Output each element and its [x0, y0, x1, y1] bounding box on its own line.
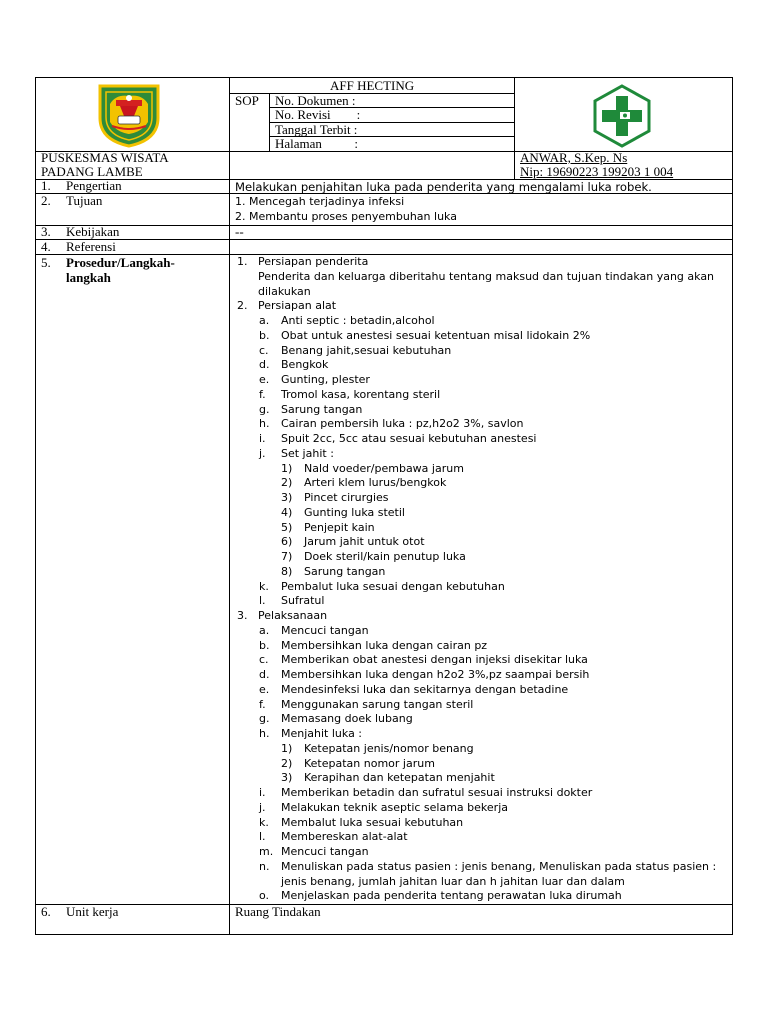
procedure-item-marker: h. [259, 727, 270, 740]
row-value-tujuan-2: 2. Membantu proses penyembuhan luka [235, 210, 457, 223]
procedure-item-text: Menggunakan sarung tangan steril [281, 698, 474, 711]
column-divider-right [514, 77, 515, 179]
procedure-item-text: Penderita dan keluarga diberitahu tentang maksud dan tujuan tindakan yang akan [258, 270, 715, 283]
procedure-item-text: Ketepatan jenis/nomor benang [304, 742, 474, 755]
procedure-item-text: Doek steril/kain penutup luka [304, 550, 466, 563]
officer-name: ANWAR, S.Kep. Ns [520, 150, 628, 165]
procedure-item-text: Mendesinfeksi luka dan sekitarnya dengan betadine [281, 683, 569, 696]
procedure-item-marker: f. [259, 388, 266, 401]
field-no-dokumen: No. Dokumen : [275, 93, 356, 108]
procedure-item-text: Anti septic : betadin,alcohol [281, 314, 435, 327]
procedure-item-marker: 4) [281, 506, 293, 519]
procedure-item-marker: d. [259, 668, 270, 681]
procedure-item-marker: 5) [281, 521, 293, 534]
procedure-item-text: Mencuci tangan [281, 845, 369, 858]
procedure-item-text: Bengkok [281, 358, 329, 371]
document-title: AFF HECTING [330, 78, 415, 93]
row-label-kebijakan: Kebijakan [66, 224, 120, 239]
row-label-referensi: Referensi [66, 239, 116, 254]
row-label-unit-kerja: Unit kerja [66, 904, 119, 919]
procedure-item-marker: e. [259, 373, 270, 386]
regional-emblem-icon [96, 82, 162, 148]
procedure-item-marker: j. [259, 801, 266, 814]
procedure-item-text: Obat untuk anestesi sesuai ketentuan misal lidokain 2% [281, 329, 591, 342]
procedure-item-text: Pelaksanaan [258, 609, 328, 622]
procedure-item-text: Jarum jahit untuk otot [304, 535, 425, 548]
procedure-item-marker: a. [259, 314, 270, 327]
row-value-unit-kerja: Ruang Tindakan [235, 904, 321, 919]
procedure-item-marker: e. [259, 683, 270, 696]
row-value-kebijakan: -- [235, 224, 244, 239]
procedure-item-text: Nald voeder/pembawa jarum [304, 462, 464, 475]
health-cross-logo-icon [592, 84, 652, 148]
row-value-tujuan-1: 1. Mencegah terjadinya infeksi [235, 195, 405, 208]
procedure-item-marker: n. [259, 860, 270, 873]
org-name-line1: PUSKESMAS WISATA [41, 150, 169, 165]
procedure-item-text: Pembalut luka sesuai dengan kebutuhan [281, 580, 505, 593]
procedure-item-marker: l. [259, 830, 266, 843]
row-number: 6. [41, 904, 51, 919]
procedure-item-text: Sarung tangan [304, 565, 386, 578]
procedure-item-text: Menjahit luka : [281, 727, 363, 740]
procedure-item-text: Benang jahit,sesuai kebutuhan [281, 344, 452, 357]
procedure-item-text: Membersihkan luka dengan cairan pz [281, 639, 488, 652]
row-number: 4. [41, 239, 51, 254]
row-line [35, 225, 733, 226]
procedure-item-marker: 8) [281, 565, 293, 578]
procedure-item-marker: 2) [281, 757, 293, 770]
row-label-prosedur-line2: langkah [66, 270, 111, 285]
procedure-item-marker: i. [259, 432, 266, 445]
procedure-item-text: Mencuci tangan [281, 624, 369, 637]
procedure-item-text: Arteri klem lurus/bengkok [304, 476, 447, 489]
row-number: 5. [41, 255, 51, 270]
column-divider-left [229, 77, 230, 935]
procedure-item-marker: 2. [237, 299, 248, 312]
procedure-item-marker: b. [259, 639, 270, 652]
org-name-line2: PADANG LAMBE [41, 164, 143, 179]
procedure-item-marker: g. [259, 403, 270, 416]
procedure-item-text: dilakukan [258, 285, 311, 298]
procedure-item-text: Gunting, plester [281, 373, 370, 386]
procedure-item-text: Set jahit : [281, 447, 334, 460]
procedure-item-text: Cairan pembersih luka : pz,h2o2 3%, savlon [281, 417, 524, 430]
procedure-item-marker: k. [259, 580, 269, 593]
procedure-item-text: Memberikan obat anestesi dengan injeksi disekitar luka [281, 653, 588, 666]
procedure-item-marker: h. [259, 417, 270, 430]
procedure-item-text: Persiapan penderita [258, 255, 369, 268]
procedure-item-marker: f. [259, 698, 266, 711]
field-halaman: Halaman : [275, 136, 359, 151]
row-label-tujuan: Tujuan [66, 193, 103, 208]
procedure-item-marker: l. [259, 594, 266, 607]
procedure-item-text: Tromol kasa, korentang steril [281, 388, 441, 401]
procedure-item-marker: g. [259, 712, 270, 725]
procedure-item-text: jenis benang, jumlah jahitan luar dan h jahitan luar dan dalam [281, 875, 625, 888]
procedure-item-marker: 3) [281, 491, 293, 504]
row-label-pengertian: Pengertian [66, 178, 122, 193]
row-number: 2. [41, 193, 51, 208]
procedure-item-marker: 3. [237, 609, 248, 622]
procedure-item-text: Membalut luka sesuai kebutuhan [281, 816, 464, 829]
row-number: 1. [41, 178, 51, 193]
header-line [229, 93, 514, 94]
procedure-item-text: Pincet cirurgies [304, 491, 389, 504]
procedure-item-marker: 1) [281, 742, 293, 755]
row-line [35, 239, 733, 240]
row-line [35, 904, 733, 905]
procedure-item-marker: b. [259, 329, 270, 342]
procedure-item-marker: a. [259, 624, 270, 637]
procedure-item-marker: 1) [281, 462, 293, 475]
procedure-item-text: Menjelaskan pada penderita tentang perawatan luka dirumah [281, 889, 622, 902]
procedure-item-text: Melakukan teknik aseptic selama bekerja [281, 801, 508, 814]
procedure-item-text: Kerapihan dan ketepatan menjahit [304, 771, 495, 784]
officer-nip: Nip: 19690223 199203 1 004 [520, 164, 674, 179]
procedure-item-marker: c. [259, 653, 269, 666]
field-tanggal-terbit: Tanggal Terbit : [275, 122, 358, 137]
field-no-revisi: No. Revisi : [275, 107, 361, 122]
procedure-item-text: Gunting luka stetil [304, 506, 405, 519]
procedure-item-marker: c. [259, 344, 269, 357]
procedure-item-marker: j. [259, 447, 266, 460]
procedure-item-text: Persiapan alat [258, 299, 337, 312]
procedure-item-marker: i. [259, 786, 266, 799]
procedure-item-marker: o. [259, 889, 270, 902]
procedure-item-marker: d. [259, 358, 270, 371]
procedure-item-marker: k. [259, 816, 269, 829]
procedure-item-text: Ketepatan nomor jarum [304, 757, 435, 770]
procedure-item-marker: 3) [281, 771, 293, 784]
procedure-item-text: Membereskan alat-alat [281, 830, 408, 843]
procedure-item-marker: 6) [281, 535, 293, 548]
row-label-prosedur-line1: Prosedur/Langkah- [66, 255, 175, 270]
procedure-item-text: Menuliskan pada status pasien : jenis benang, Menuliskan pada status pasien : [281, 860, 717, 873]
procedure-item-marker: 7) [281, 550, 293, 563]
sop-label: SOP [235, 93, 259, 108]
procedure-item-marker: 2) [281, 476, 293, 489]
procedure-item-text: Sarung tangan [281, 403, 363, 416]
procedure-item-marker: m. [259, 845, 274, 858]
procedure-item-text: Memberikan betadin dan sufratul sesuai instruksi dokter [281, 786, 593, 799]
procedure-item-text: Penjepit kain [304, 521, 375, 534]
procedure-item-marker: 1. [237, 255, 248, 268]
procedure-item-text: Spuit 2cc, 5cc atau sesuai kebutuhan anestesi [281, 432, 537, 445]
procedure-item-text: Memasang doek lubang [281, 712, 413, 725]
procedure-item-text: Sufratul [281, 594, 325, 607]
row-number: 3. [41, 224, 51, 239]
row-value-pengertian: Melakukan penjahitan luka pada penderita yang mengalami luka robek. [235, 180, 652, 194]
procedure-item-text: Membersihkan luka dengan h2o2 3%,pz saampai bersih [281, 668, 590, 681]
